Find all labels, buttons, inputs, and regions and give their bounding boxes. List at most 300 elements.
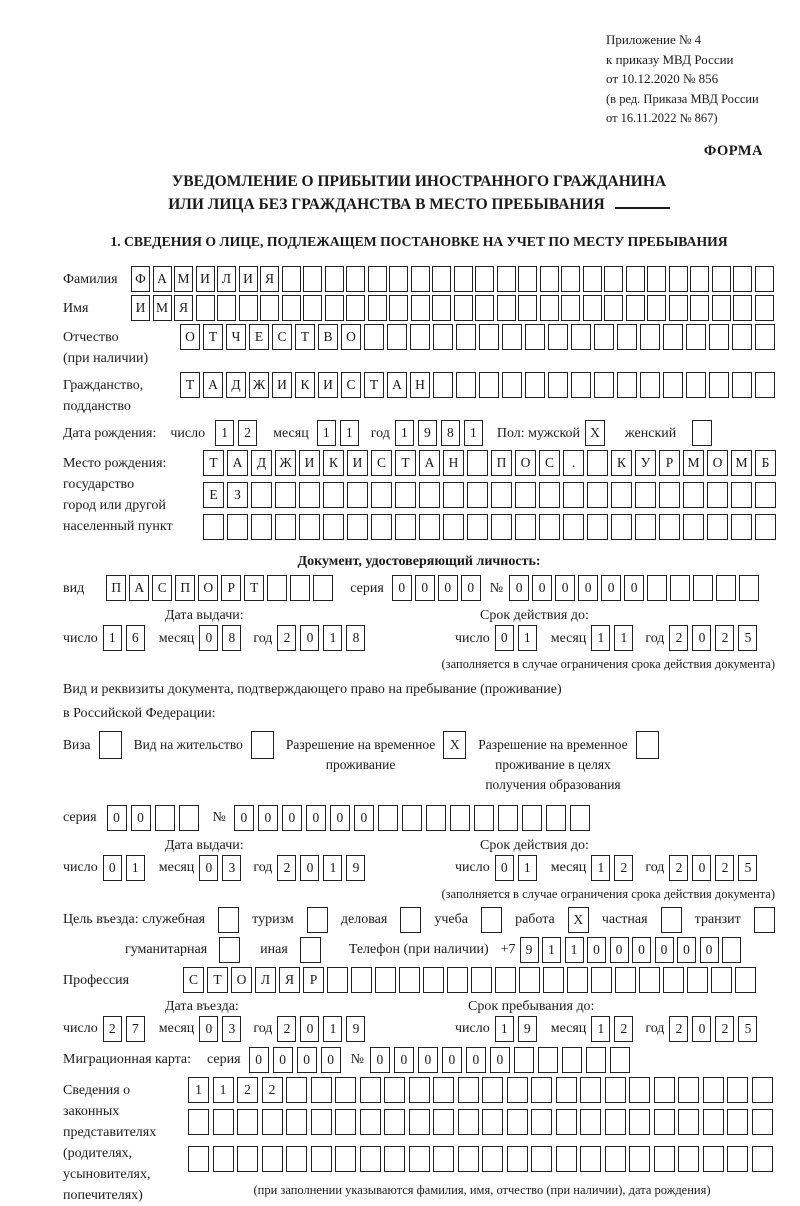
field-label-line: законных [63, 1103, 120, 1119]
empty-cell [423, 967, 444, 993]
filled-cell: 2 [715, 625, 734, 651]
empty-cell [368, 266, 387, 292]
title-line-2 [63, 193, 775, 216]
empty-cell [580, 1146, 601, 1172]
empty-cell [325, 295, 344, 321]
empty-cell [360, 1146, 381, 1172]
empty-cell [562, 1047, 582, 1073]
empty-cell [548, 324, 568, 350]
section1-heading: 1. СВЕДЕНИЯ О ЛИЦЕ, ПОДЛЕЖАЩЕМ ПОСТАНОВКЕ НА УЧЕТ ПО МЕСТУ ПРЕБЫВАНИЯ [110, 234, 728, 250]
identity-doc-dates [63, 625, 775, 653]
empty-cell [482, 1146, 503, 1172]
filled-cell: 0 [610, 937, 629, 963]
birthdate-sex-row-cells [215, 420, 261, 446]
filled-cell: 0 [103, 855, 122, 881]
cell-row-line [188, 1109, 776, 1140]
filled-cell: Е [203, 482, 224, 508]
filled-cell: 0 [578, 575, 598, 601]
empty-cell [611, 514, 632, 540]
filled-cell: . [563, 450, 584, 476]
empty-cell [525, 372, 545, 398]
empty-cell [458, 1146, 479, 1172]
empty-cell [311, 1109, 332, 1135]
empty-cell [640, 324, 660, 350]
empty-cell [351, 967, 372, 993]
empty-cell [433, 1109, 454, 1135]
empty-cell [282, 295, 301, 321]
empty-cell [703, 1077, 724, 1103]
filled-cell: 0 [199, 1016, 218, 1042]
empty-cell [570, 805, 590, 831]
empty-cell [479, 324, 499, 350]
year-cells [277, 855, 369, 881]
empty-cell [556, 1109, 577, 1135]
empty-cell [299, 482, 320, 508]
empty-cell [587, 450, 608, 476]
empty-cell [571, 324, 591, 350]
filled-cell: 1 [542, 937, 561, 963]
empty-cell [495, 967, 516, 993]
empty-cell [703, 1109, 724, 1135]
empty-cell [690, 295, 709, 321]
empty-cell [615, 967, 636, 993]
field-label-line: Гражданство, [63, 378, 144, 394]
empty-cell [237, 1146, 258, 1172]
empty-cell [709, 372, 729, 398]
empty-cell [522, 805, 542, 831]
humanitarian-phone-row-label: +7 [500, 942, 516, 958]
empty-cell [531, 1146, 552, 1172]
empty-cell [663, 372, 683, 398]
empty-cell [375, 967, 396, 993]
filled-cell: С [152, 575, 172, 601]
filled-cell: 5 [738, 1016, 757, 1042]
filled-cell: 0 [354, 805, 374, 831]
empty-cell [732, 324, 752, 350]
empty-cell [733, 266, 752, 292]
empty-cell [433, 1146, 454, 1172]
empty-cell [583, 266, 602, 292]
empty-cell [611, 482, 632, 508]
filled-cell: 0 [692, 1016, 711, 1042]
birthplace-block-label [63, 450, 203, 537]
filled-cell: Т [203, 324, 223, 350]
empty-cell [567, 967, 588, 993]
filled-cell: Ж [249, 372, 269, 398]
empty-cell [399, 967, 420, 993]
filled-cell: 1 [323, 1016, 342, 1042]
empty-cell [474, 805, 494, 831]
empty-cell [580, 1077, 601, 1103]
filled-cell: О [341, 324, 361, 350]
surname-row-cells [131, 266, 776, 292]
empty-cell [605, 1109, 626, 1135]
empty-cell [539, 482, 560, 508]
month-cells [591, 855, 637, 881]
empty-cell [617, 324, 637, 350]
day-label: число [63, 630, 98, 646]
empty-cell [739, 575, 759, 601]
filled-cell: А [153, 266, 172, 292]
filled-cell: 0 [199, 855, 218, 881]
permit-option-label [134, 731, 243, 755]
empty-cell [755, 266, 774, 292]
filled-cell: 0 [258, 805, 278, 831]
surname-row [63, 266, 775, 292]
filled-cell: 0 [442, 1047, 462, 1073]
birthplace-block-cells [203, 482, 779, 508]
filled-cell: 2 [614, 1016, 633, 1042]
empty-cell [755, 295, 774, 321]
permit-label-line: получения образования [485, 776, 621, 792]
entry-stay-dates [63, 1016, 775, 1044]
empty-cell [323, 482, 344, 508]
filled-cell: 0 [461, 575, 481, 601]
empty-cell [432, 266, 451, 292]
filled-cell: 2 [669, 625, 688, 651]
permit-label-line: Разрешение на временное [285, 736, 436, 752]
blank-underline [615, 205, 670, 209]
filled-cell: 0 [495, 625, 514, 651]
cell-row-line [188, 1146, 776, 1177]
filled-cell: 0 [532, 575, 552, 601]
filled-cell: 0 [655, 937, 674, 963]
empty-cell [556, 1077, 577, 1103]
empty-cell [450, 805, 470, 831]
permit-dates-right [455, 855, 761, 881]
filled-cell: Т [364, 372, 384, 398]
filled-cell: Я [279, 967, 300, 993]
permit-date-headers [63, 835, 775, 855]
empty-cell [219, 937, 240, 963]
visit-purpose-row-label: частная [601, 912, 648, 928]
filled-cell: О [231, 967, 252, 993]
day-cells [103, 625, 149, 651]
empty-cell [447, 967, 468, 993]
citizenship-row [63, 372, 775, 417]
filled-cell: X [443, 731, 466, 759]
permit-serial-row [63, 805, 775, 831]
filled-cell: И [239, 266, 258, 292]
field-label-line: Фамилия [63, 272, 118, 288]
column-header-right: Срок действия до: [480, 608, 589, 624]
filled-cell: А [419, 450, 440, 476]
birthplace-block-cells [203, 450, 779, 476]
empty-cell [443, 514, 464, 540]
humanitarian-phone-row [63, 937, 775, 963]
empty-cell [179, 805, 199, 831]
birthdate-sex-row-cells [585, 420, 605, 446]
empty-cell [400, 907, 421, 933]
empty-cell [346, 266, 365, 292]
empty-cell [384, 1146, 405, 1172]
empty-cell [519, 967, 540, 993]
filled-cell: 3 [222, 1016, 241, 1042]
month-cells [199, 1016, 245, 1042]
empty-cell [475, 295, 494, 321]
empty-cell [654, 1109, 675, 1135]
filled-cell: 0 [273, 1047, 293, 1073]
filled-cell: 3 [222, 855, 241, 881]
permit-serial-row-cells [107, 805, 203, 831]
empty-cell [518, 266, 537, 292]
filled-cell: Я [260, 266, 279, 292]
empty-cell [409, 1077, 430, 1103]
guardians-block-label [63, 1077, 188, 1206]
empty-cell [419, 514, 440, 540]
empty-cell [395, 482, 416, 508]
empty-cell [703, 1146, 724, 1172]
empty-cell [507, 1077, 528, 1103]
empty-cell [286, 1109, 307, 1135]
empty-cell [594, 324, 614, 350]
empty-cell [467, 482, 488, 508]
permit-label-line: Разрешение на временное [478, 736, 628, 752]
filled-cell: М [731, 450, 752, 476]
surname-row-label [63, 266, 131, 290]
filled-cell: И [299, 450, 320, 476]
filled-cell: 1 [323, 625, 342, 651]
visit-purpose-row-label: туризм [252, 912, 294, 928]
empty-cell [727, 1109, 748, 1135]
empty-cell [454, 295, 473, 321]
field-label-line: государство [63, 477, 135, 493]
filled-cell: Т [207, 967, 228, 993]
permit-label-line: проживание в целях [495, 756, 611, 772]
empty-cell [491, 482, 512, 508]
field-label-line: (при наличии) [63, 351, 149, 367]
field-label-line: усыновителях, [63, 1166, 151, 1182]
empty-cell [371, 514, 392, 540]
empty-cell [707, 514, 728, 540]
empty-cell [188, 1146, 209, 1172]
filled-cell: О [198, 575, 218, 601]
permit-checkbox [251, 731, 274, 759]
column-header-left: Дата выдачи: [165, 837, 244, 853]
permit-option-label [63, 731, 91, 755]
empty-cell [409, 1109, 430, 1135]
identity-doc-row-label: серия [350, 580, 384, 596]
empty-cell [286, 1077, 307, 1103]
validity-note-1: (заполняется в случае ограничения срока действия документа) [441, 657, 775, 672]
empty-cell [384, 1109, 405, 1135]
permit-serial-row-label: серия [63, 810, 97, 825]
birthplace-block-rows [203, 450, 779, 551]
filled-cell: И [131, 295, 150, 321]
permit-option [63, 731, 122, 759]
empty-cell [639, 967, 660, 993]
filled-cell: 1 [518, 855, 537, 881]
identity-doc-row-label: вид [63, 580, 85, 596]
filled-cell: 6 [126, 625, 145, 651]
permit-option [478, 731, 658, 795]
field-label-line: представителях [63, 1124, 157, 1140]
month-label: месяц [550, 860, 587, 875]
permit-label-line: Виза [63, 736, 91, 752]
empty-cell [546, 805, 566, 831]
day-cells [103, 855, 149, 881]
empty-cell [515, 514, 536, 540]
filled-cell: 8 [222, 625, 241, 651]
empty-cell [479, 372, 499, 398]
empty-cell [669, 295, 688, 321]
humanitarian-phone-row-label: Телефон (при наличии) [348, 942, 489, 958]
birthdate-sex-row-cells [692, 420, 712, 446]
month-cells [591, 625, 637, 651]
permit-checkbox [443, 731, 466, 759]
empty-cell [335, 1109, 356, 1135]
permit-serial-row-cells [234, 805, 594, 831]
filled-cell: 1 [213, 1077, 234, 1103]
empty-cell [371, 482, 392, 508]
empty-cell [497, 266, 516, 292]
visit-purpose-row-cells [568, 907, 589, 933]
empty-cell [548, 372, 568, 398]
filled-cell: И [347, 450, 368, 476]
filled-cell: 0 [199, 625, 218, 651]
filled-cell: 0 [624, 575, 644, 601]
month-label: месяц [550, 630, 587, 646]
empty-cell [678, 1146, 699, 1172]
residence-doc-para [63, 678, 775, 726]
empty-cell [531, 1109, 552, 1135]
day-label: число [63, 1021, 98, 1037]
empty-cell [360, 1109, 381, 1135]
day-cells [495, 625, 541, 651]
day-cells [495, 855, 541, 881]
empty-cell [731, 482, 752, 508]
empty-cell [604, 295, 623, 321]
empty-cell [540, 266, 559, 292]
permit-dates-left [63, 855, 369, 881]
birthdate-sex-row-label: женский [625, 425, 677, 441]
empty-cell [307, 907, 328, 933]
birthdate-sex-row-label: Пол: мужской [496, 425, 581, 441]
empty-cell [605, 1146, 626, 1172]
empty-cell [213, 1146, 234, 1172]
field-label-line: город или другой [63, 498, 166, 514]
filled-cell: 0 [234, 805, 254, 831]
humanitarian-phone-row-label: иная [260, 942, 288, 958]
empty-cell [203, 514, 224, 540]
annex-line-2: к приказу МВД России [606, 51, 734, 67]
permit-option-label [286, 731, 435, 775]
migration-card-row [63, 1047, 775, 1073]
empty-cell [687, 967, 708, 993]
migration-card-row-label: серия [207, 1052, 241, 1068]
filled-cell: 0 [466, 1047, 486, 1073]
empty-cell [402, 805, 422, 831]
migration-card-row-cells [249, 1047, 345, 1073]
filled-cell: 2 [715, 855, 734, 881]
birthdate-sex-row-label: месяц [273, 425, 309, 441]
empty-cell [502, 324, 522, 350]
filled-cell: О [515, 450, 536, 476]
filled-cell: П [106, 575, 126, 601]
empty-cell [683, 514, 704, 540]
annex-line-1: Приложение № 4 [606, 32, 702, 47]
empty-cell [303, 295, 322, 321]
empty-cell [389, 266, 408, 292]
permit-checkbox [636, 731, 659, 759]
empty-cell [227, 514, 248, 540]
empty-cell [467, 514, 488, 540]
permit-option [134, 731, 274, 759]
filled-cell: 0 [415, 575, 435, 601]
year-label: год [253, 630, 273, 646]
empty-cell [443, 482, 464, 508]
empty-cell [556, 1146, 577, 1172]
empty-cell [752, 1146, 773, 1172]
empty-cell [347, 514, 368, 540]
form-label: ФОРМА [703, 142, 763, 159]
empty-cell [752, 1109, 773, 1135]
empty-cell [454, 266, 473, 292]
empty-cell [347, 482, 368, 508]
filled-cell: 0 [418, 1047, 438, 1073]
empty-cell [654, 1077, 675, 1103]
empty-cell [313, 575, 333, 601]
empty-cell [610, 1047, 630, 1073]
filled-cell: 1 [464, 420, 483, 446]
empty-cell [587, 514, 608, 540]
empty-cell [491, 514, 512, 540]
permit-option-label [478, 731, 627, 795]
empty-cell [502, 372, 522, 398]
empty-cell [647, 266, 666, 292]
empty-cell [411, 295, 430, 321]
filled-cell: 0 [330, 805, 350, 831]
filled-cell: Ж [275, 450, 296, 476]
filled-cell: А [203, 372, 223, 398]
year-cells [669, 625, 761, 651]
empty-cell [432, 295, 451, 321]
filled-cell: 1 [188, 1077, 209, 1103]
visit-purpose-row-cells [661, 907, 682, 933]
firstname-row [63, 295, 775, 321]
empty-cell [213, 1109, 234, 1135]
guardians-block-cells [188, 1077, 776, 1103]
filled-cell: Я [174, 295, 193, 321]
empty-cell [262, 1146, 283, 1172]
empty-cell [712, 266, 731, 292]
empty-cell [267, 575, 287, 601]
patronymic-row [63, 324, 775, 369]
empty-cell [482, 1077, 503, 1103]
filled-cell: 1 [591, 855, 610, 881]
empty-cell [659, 514, 680, 540]
identity-doc-row-cells [509, 575, 762, 601]
guardians-block-note: (при заполнении указываются фамилия, имя, отчество (при наличии), дата рождения) [253, 1182, 711, 1197]
empty-cell [458, 1077, 479, 1103]
empty-cell [282, 266, 301, 292]
filled-cell: 2 [237, 1077, 258, 1103]
birthplace-block-cells [203, 514, 779, 540]
empty-cell [311, 1146, 332, 1172]
day-label: число [63, 860, 98, 875]
filled-cell: 1 [591, 625, 610, 651]
birthdate-sex-row-cells [395, 420, 487, 446]
empty-cell [514, 1047, 534, 1073]
filled-cell: 8 [346, 625, 365, 651]
year-label: год [253, 860, 273, 875]
visit-purpose-row-cells [481, 907, 502, 933]
empty-cell [647, 295, 666, 321]
humanitarian-phone-row-cells [300, 937, 321, 963]
permit-checkbox [99, 731, 122, 759]
filled-cell: М [174, 266, 193, 292]
empty-cell [364, 324, 384, 350]
